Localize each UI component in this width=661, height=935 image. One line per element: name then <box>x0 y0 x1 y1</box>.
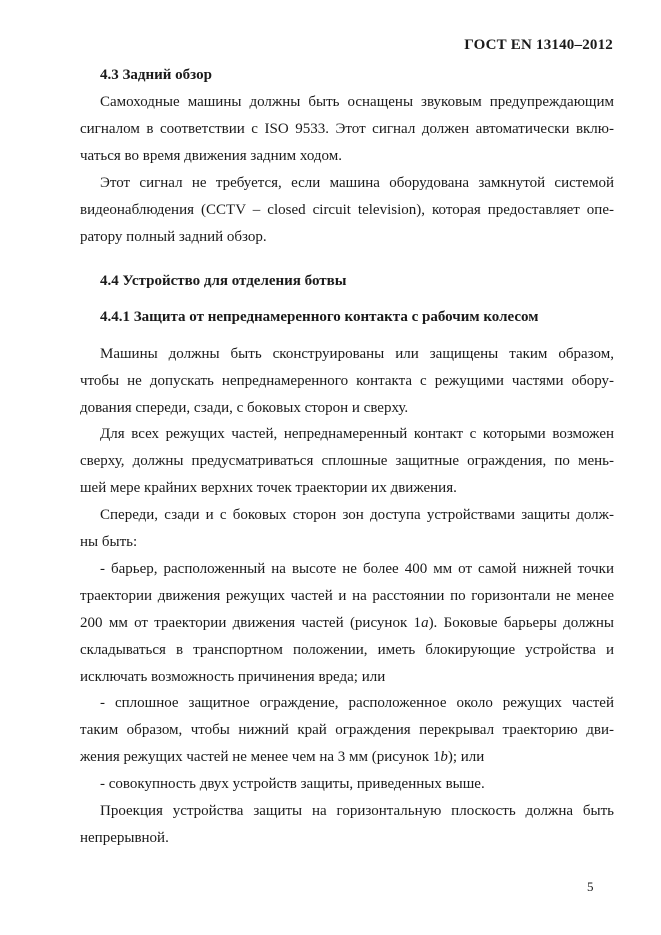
text-line: ны быть: <box>80 534 138 550</box>
page-number: 5 <box>587 879 594 894</box>
figure-ref-letter: a <box>421 615 429 631</box>
text-line: таким образом, чтобы нижний край ограждения перекрывал траекторию дви- <box>80 722 614 738</box>
text-line: Самоходные машины должны быть оснащены звуковым предупреждающим <box>100 94 614 110</box>
text-line: Проекция устройства защиты на горизонтальную плоскость должна быть <box>100 803 614 819</box>
figure-ref-letter: b <box>440 749 448 765</box>
text-line: Для всех режущих частей, непреднамеренный контакт с которыми возможен <box>100 426 614 442</box>
text-line: - сплошное защитное ограждение, расположенное около режущих частей <box>100 695 614 711</box>
text-line: непрерывной. <box>80 830 169 846</box>
text-line: исключать возможность причинения вреда; или <box>80 669 386 685</box>
text-fragment: жения режущих частей не менее чем на 3 мм (рисунок 1 <box>80 749 441 765</box>
text-fragment: ); или <box>447 749 485 765</box>
text-line: видеонаблюдения (CCTV – closed circuit television), которая предоставляет опе- <box>80 202 614 218</box>
text-line: ратору полный задний обзор. <box>80 229 267 245</box>
standard-designation: ГОСТ EN 13140–2012 <box>464 37 613 53</box>
section-4-4-1-paragraph-2 <box>80 421 614 502</box>
text-line: сигналом в соответствии с ISO 9533. Этот сигнал должен автоматически вклю- <box>80 121 614 137</box>
text-line <box>80 744 614 771</box>
text-line: Спереди, сзади и с боковых сторон зон доступа устройствами защиты долж- <box>100 507 614 523</box>
text-line: Этот сигнал не требуется, если машина оборудована замкнутой системой <box>100 175 614 191</box>
section-4-3-paragraph-2 <box>80 170 614 251</box>
section-4-4-1-heading: 4.4.1 Защита от непреднамеренного контакта с рабочим колесом <box>100 309 539 325</box>
section-4-4-heading: 4.4 Устройство для отделения ботвы <box>100 273 347 289</box>
text-line: дования спереди, сзади, с боковых сторон и сверху. <box>80 400 409 416</box>
text-line <box>80 610 614 637</box>
text-fragment: ). Боковые барьеры должны <box>428 615 614 631</box>
text-line: чаться во время движения задним ходом. <box>80 148 342 164</box>
text-line: Машины должны быть сконструированы или защищены таким образом, <box>100 346 614 362</box>
section-4-3-paragraph-1 <box>80 89 614 170</box>
section-4-3-heading: 4.3 Задний обзор <box>100 67 212 83</box>
list-item-guard <box>80 690 614 771</box>
text-line: шей мере крайних верхних точек траектории их движения. <box>80 480 457 496</box>
list-item-barrier <box>80 556 614 691</box>
text-fragment: 200 мм от траектории движения частей (рисунок 1 <box>80 615 422 631</box>
text-line: сверху, должны предусматриваться сплошные защитные ограждения, по мень- <box>80 453 614 469</box>
text-line: траектории движения режущих частей и на расстоянии по горизонтали не менее <box>80 588 614 604</box>
list-item-combination <box>80 771 614 798</box>
text-line: - совокупность двух устройств защиты, приведенных выше. <box>100 776 485 792</box>
section-4-4-1-paragraph-4 <box>80 798 614 852</box>
text-line: чтобы не допускать непреднамеренного контакта с режущими частями обору- <box>80 373 614 389</box>
text-line: - барьер, расположенный на высоте не более 400 мм от самой нижней точки <box>100 561 614 577</box>
section-4-4-1-paragraph-1 <box>80 341 614 422</box>
section-4-4-1-paragraph-3 <box>80 502 614 556</box>
text-line: складываться в транспортном положении, иметь блокирующие устройства и <box>80 642 614 658</box>
